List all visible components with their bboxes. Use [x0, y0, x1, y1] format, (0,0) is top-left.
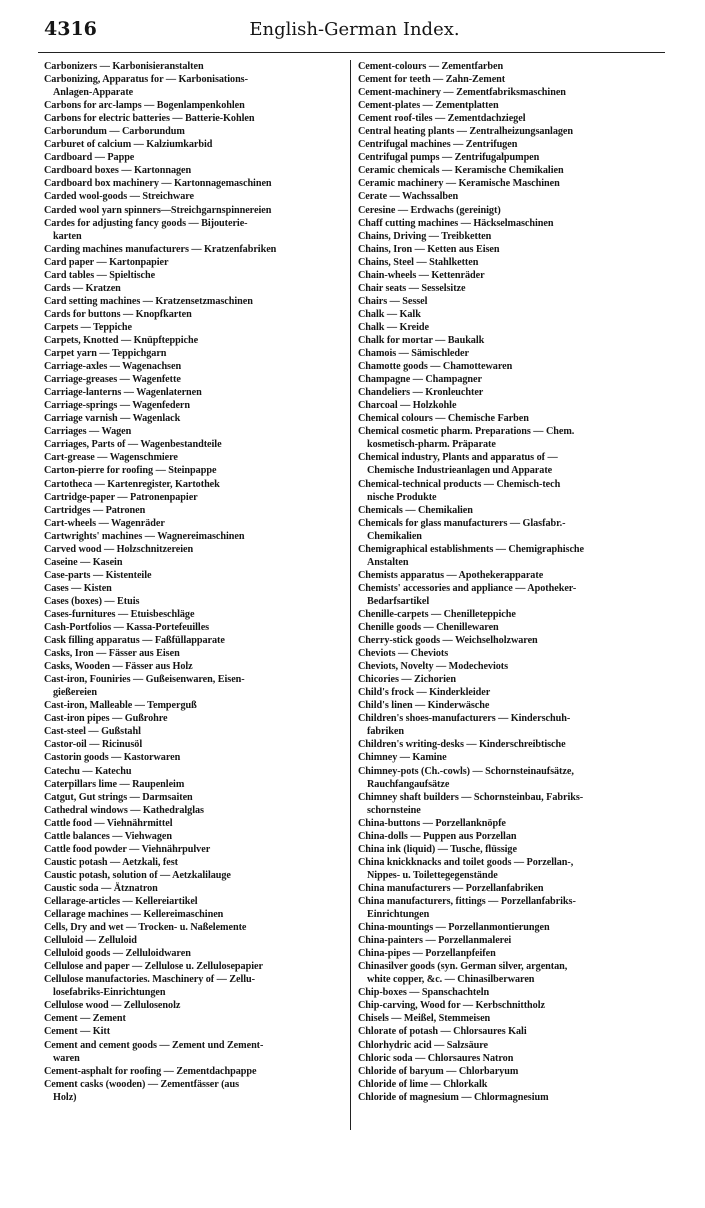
- index-entry: Cardboard box machinery — Kartonnagemaschinen: [44, 178, 272, 190]
- index-entry-continuation: losefabriks-Einrichtungen: [53, 987, 166, 999]
- index-entry: Chalk — Kalk: [358, 308, 421, 320]
- index-entry: Card setting machines — Kratzensetzmaschinen: [44, 295, 253, 307]
- index-entry: Chair seats — Sesselsitze: [358, 282, 466, 294]
- index-entry: Cast-steel — Gußstahl: [44, 726, 141, 738]
- index-entry: Cards — Kratzen: [44, 282, 121, 294]
- index-entry: Carriage varnish — Wagenlack: [44, 413, 181, 425]
- index-entry: Cards for buttons — Knopfkarten: [44, 308, 192, 320]
- index-entry: Cherry-stick goods — Weichselholzwaren: [358, 635, 538, 647]
- index-entry: Chain-wheels — Kettenräder: [358, 269, 485, 281]
- index-entry: Chemical-technical products — Chemisch-tech: [358, 478, 561, 490]
- index-entry: Cement and cement goods — Zement und Zement-: [44, 1039, 264, 1051]
- index-entry: China-pipes — Porzellanpfeifen: [358, 948, 496, 960]
- index-entry: Chloric soda — Chlorsaures Natron: [358, 1052, 514, 1064]
- index-entry: Chlorate of potash — Chlorsaures Kali: [358, 1026, 527, 1038]
- index-entry: Caustic soda — Ätznatron: [44, 882, 158, 894]
- index-entry: Ceramic chemicals — Keramische Chemikalien: [358, 165, 564, 177]
- index-entry: Carpets — Teppiche: [44, 321, 132, 333]
- index-entry: Cement — Zement: [44, 1013, 126, 1025]
- index-entry: Cardboard — Pappe: [44, 152, 135, 164]
- index-entry: Card tables — Spieltische: [44, 269, 156, 281]
- index-entry: Chlorhydric acid — Salzsäure: [358, 1039, 489, 1051]
- index-entry: Case-parts — Kistenteile: [44, 569, 152, 581]
- index-entry: Cartridges — Patronen: [44, 504, 146, 516]
- index-entry: Cart-grease — Wagenschmiere: [44, 452, 178, 464]
- index-entry: Cellulose wood — Zellulosenolz: [44, 1000, 181, 1012]
- index-entry: Cheviots, Novelty — Modecheviots: [358, 661, 509, 673]
- index-entry: Cellulose manufactories. Maschinery of — Zellu-: [44, 974, 255, 986]
- index-entry: Carriages — Wagen: [44, 426, 132, 438]
- index-entry: Cartotheca — Kartenregister, Kartothek: [44, 478, 220, 490]
- index-entry: Chemists apparatus — Apothekerapparate: [358, 569, 544, 581]
- index-entry-continuation: Nippes- u. Toilettegegenstände: [367, 869, 498, 881]
- index-entry-continuation: Holz): [53, 1091, 77, 1103]
- index-entry: Cement — Kitt: [44, 1026, 111, 1038]
- index-entry: Cash-Portfolios — Kassa-Portefeuilles: [44, 622, 210, 634]
- index-entry: China-mountings — Porzellanmontierungen: [358, 922, 550, 934]
- index-entry: Catechu — Katechu: [44, 765, 132, 777]
- index-entry: Chenille goods — Chenillewaren: [358, 622, 499, 634]
- index-entry: Cast-iron, Malleable — Temperguß: [44, 700, 197, 712]
- index-entry: Chimney-pots (Ch.-cowls) — Schornsteinaufsätze,: [358, 765, 574, 777]
- index-entry: Cases — Kisten: [44, 582, 112, 594]
- column-divider: [350, 60, 351, 1130]
- index-entry: Chicories — Zichorien: [358, 674, 456, 686]
- index-entry: Child's frock — Kinderkleider: [358, 687, 491, 699]
- index-entry: Cast-iron pipes — Gußrohre: [44, 713, 168, 725]
- index-entry: Cement-machinery — Zementfabriksmaschinen: [358, 87, 566, 99]
- index-entry-continuation: Anstalten: [367, 556, 409, 568]
- header-rule: [38, 52, 665, 53]
- index-entry: China-buttons — Porzellanknöpfe: [358, 817, 506, 829]
- index-entry: China manufacturers — Porzellanfabriken: [358, 882, 544, 894]
- index-entry: Casks, Wooden — Fässer aus Holz: [44, 661, 193, 673]
- index-entry: Cattle food — Viehnährmittel: [44, 817, 173, 829]
- index-entry: Children's shoes-manufacturers — Kinderschuh-: [358, 713, 571, 725]
- index-entry: Cattle balances — Viehwagen: [44, 830, 172, 842]
- right-column: [358, 60, 663, 1104]
- index-entry-continuation: karten: [53, 230, 82, 242]
- index-entry: Castorin goods — Kastorwaren: [44, 752, 181, 764]
- index-entry: Celluloid — Zelluloid: [44, 935, 137, 947]
- index-entry: Cerate — Wachssalben: [358, 191, 459, 203]
- index-entry: Carburet of calcium — Kalziumkarbid: [44, 139, 213, 151]
- index-entry: Cathedral windows — Kathedralglas: [44, 804, 204, 816]
- index-entry: Chinasilver goods (syn. German silver, argentan,: [358, 961, 568, 973]
- index-entry: Cardes for adjusting fancy goods — Bijouterie-: [44, 217, 248, 229]
- index-entry: Caustic potash — Aetzkali, fest: [44, 856, 178, 868]
- index-entry: Carding machines manufacturers — Kratzenfabriken: [44, 243, 277, 255]
- index-entry: Chalk for mortar — Baukalk: [358, 334, 485, 346]
- index-entry: Carriage-greases — Wagenfette: [44, 374, 181, 386]
- index-entry: Cement for teeth — Zahn-Zement: [358, 74, 506, 86]
- index-entry: Carded wool yarn spinners—Streichgarnspinnereien: [44, 204, 272, 216]
- index-entry: Cattle food powder — Viehnährpulver: [44, 843, 211, 855]
- page-header: [44, 18, 665, 50]
- index-entry-continuation: nische Produkte: [367, 491, 437, 503]
- index-entry: Cells, Dry and wet — Trocken- u. Naßelemente: [44, 922, 247, 934]
- index-entry: Cast-iron, Founiries — Gußeisenwaren, Eisen-: [44, 674, 245, 686]
- index-entry: China-painters — Porzellanmalerei: [358, 935, 512, 947]
- index-entry: Carpets, Knotted — Knüpfteppiche: [44, 334, 199, 346]
- index-entry: Cartridge-paper — Patronenpapier: [44, 491, 198, 503]
- index-entry: Chandeliers — Kronleuchter: [358, 387, 484, 399]
- index-entry: Chloride of lime — Chlorkalk: [358, 1078, 488, 1090]
- index-entry: Carborundum — Carborundum: [44, 126, 185, 138]
- index-entry: Cement-plates — Zementplatten: [358, 100, 499, 112]
- index-entry-continuation: fabriken: [367, 726, 404, 738]
- index-entry-continuation: Einrichtungen: [367, 909, 430, 921]
- index-entry: Cases (boxes) — Etuis: [44, 595, 140, 607]
- index-entry: Charcoal — Holzkohle: [358, 400, 457, 412]
- index-entry: Chemical industry, Plants and apparatus of —: [358, 452, 558, 464]
- index-entry-continuation: waren: [53, 1052, 80, 1064]
- index-entry: Carriages, Parts of — Wagenbestandteile: [44, 439, 222, 451]
- index-entry: Chimney — Kamine: [358, 752, 447, 764]
- index-entry: Carded wool-goods — Streichware: [44, 191, 195, 203]
- index-entry: Carriage-lanterns — Wagenlaternen: [44, 387, 202, 399]
- index-entry-continuation: Chemikalien: [367, 530, 422, 542]
- left-column: [44, 60, 349, 1104]
- index-entry: Child's linen — Kinderwäsche: [358, 700, 490, 712]
- index-entry: Chains, Driving — Treibketten: [358, 230, 492, 242]
- index-entry: Caseine — Kasein: [44, 556, 123, 568]
- index-entry: Carpet yarn — Teppichgarn: [44, 348, 167, 360]
- index-entry: Ceramic machinery — Keramische Maschinen: [358, 178, 560, 190]
- index-entry: Chemicals for glass manufacturers — Glasfabr.-: [358, 517, 566, 529]
- index-entry: Carriage-springs — Wagenfedern: [44, 400, 191, 412]
- index-entry: Carbonizers — Karbonisieranstalten: [44, 61, 204, 72]
- index-entry: Celluloid goods — Zelluloidwaren: [44, 948, 191, 960]
- index-entry: Chaff cutting machines — Häckselmaschinen: [358, 217, 554, 229]
- index-entry: Chip-boxes — Spanschachteln: [358, 987, 490, 999]
- index-entry-continuation: kosmetisch-pharm. Präparate: [367, 439, 496, 451]
- index-entry: Chairs — Sessel: [358, 295, 428, 307]
- index-entry-continuation: Anlagen-Apparate: [53, 87, 134, 99]
- index-entry: China manufacturers, fittings — Porzellanfabriks-: [358, 896, 576, 907]
- index-entry-continuation: schornsteine: [367, 804, 421, 816]
- index-entry: Castor-oil — Ricinusöl: [44, 739, 143, 751]
- index-entry: Cellarage machines — Kellereimaschinen: [44, 909, 224, 921]
- index-entry: Carbons for arc-lamps — Bogenlampenkohlen: [44, 100, 245, 112]
- index-entry: China ink (liquid) — Tusche, flüssige: [358, 843, 517, 855]
- index-entry: Chalk — Kreide: [358, 321, 429, 333]
- index-entry: Chains, Steel — Stahlketten: [358, 256, 479, 268]
- index-entry: Cheviots — Cheviots: [358, 648, 449, 660]
- index-entry: Chloride of magnesium — Chlormagnesium: [358, 1091, 549, 1103]
- index-entry: Carbonizing, Apparatus for — Karbonisations-: [44, 74, 248, 86]
- index-entry: Centrifugal machines — Zentrifugen: [358, 139, 518, 151]
- index-entry: Caterpillars lime — Raupenleim: [44, 778, 185, 790]
- index-entry: Cellarage-articles — Kellereiartikel: [44, 896, 198, 907]
- index-entry-continuation: Bedarfsartikel: [367, 595, 430, 607]
- index-entry: Cartwrights' machines — Wagnereimaschinen: [44, 530, 245, 542]
- index-entry: Chemical cosmetic pharm. Preparations — Chem.: [358, 426, 575, 438]
- index-entry-continuation: Rauchfangaufsätze: [367, 778, 450, 790]
- index-entry: Card paper — Kartonpapier: [44, 256, 169, 268]
- index-entry: Chimney shaft builders — Schornsteinbau, Fabriks-: [358, 791, 584, 803]
- index-entry: Chenille-carpets — Chenilleteppiche: [358, 608, 516, 620]
- index-entry-continuation: gießereien: [53, 687, 98, 699]
- index-entry-continuation: Chemische Industrieanlagen und Apparate: [367, 465, 553, 477]
- index-entry: Chemists' accessories and appliance — Apotheker-: [358, 582, 577, 594]
- index-entry: Cases-furnitures — Etuisbeschläge: [44, 608, 195, 620]
- index-entry: Carton-pierre for roofing — Steinpappe: [44, 465, 217, 477]
- index-entry: Chloride of baryum — Chlorbaryum: [358, 1065, 519, 1077]
- index-entry: Carriage-axles — Wagenachsen: [44, 361, 182, 373]
- index-entry: Cement roof-tiles — Zementdachziegel: [358, 113, 526, 125]
- index-entry: Catgut, Gut strings — Darmsaiten: [44, 791, 193, 803]
- index-entry-continuation: white copper, &c. — Chinasilberwaren: [367, 974, 535, 986]
- page-title: English-German Index.: [249, 19, 460, 40]
- index-entry: Caustic potash, solution of — Aetzkalilauge: [44, 869, 231, 881]
- index-entry: Cement-asphalt for roofing — Zementdachpappe: [44, 1065, 257, 1077]
- index-entry: Chamois — Sämischleder: [358, 348, 469, 360]
- index-entry: Children's writing-desks — Kinderschreibtische: [358, 739, 566, 751]
- index-entry: Chemigraphical establishments — Chemigraphische: [358, 543, 585, 555]
- index-entry: Champagne — Champagner: [358, 374, 482, 386]
- index-entry: Cement casks (wooden) — Zementfässer (aus: [44, 1078, 239, 1090]
- index-entry: Cement-colours — Zementfarben: [358, 61, 504, 72]
- index-entry: Chains, Iron — Ketten aus Eisen: [358, 243, 500, 255]
- index-entry: Chisels — Meißel, Stemmeisen: [358, 1013, 491, 1025]
- index-entry: Casks, Iron — Fässer aus Eisen: [44, 648, 180, 660]
- index-entry: China-dolls — Puppen aus Porzellan: [358, 830, 517, 842]
- index-entry: Ceresine — Erdwachs (gereinigt): [358, 204, 501, 216]
- index-entry: Carved wood — Holzschnitzereien: [44, 543, 194, 555]
- index-entry: Chemical colours — Chemische Farben: [358, 413, 529, 425]
- index-entry: Central heating plants — Zentralheizungsanlagen: [358, 126, 574, 138]
- index-entry: Chemicals — Chemikalien: [358, 504, 473, 516]
- page-number: 4316: [44, 18, 97, 40]
- index-entry: Chip-carving, Wood for — Kerbschnittholz: [358, 1000, 545, 1012]
- index-entry: Carbons for electric batteries — Batterie-Kohlen: [44, 113, 255, 125]
- index-entry: Cask filling apparatus — Faßfüllapparate: [44, 635, 225, 647]
- index-entry: Cellulose and paper — Zellulose u. Zellulosepapier: [44, 961, 263, 973]
- index-entry: Cart-wheels — Wagenräder: [44, 517, 165, 529]
- index-entry: Centrifugal pumps — Zentrifugalpumpen: [358, 152, 540, 164]
- index-entry: Cardboard boxes — Kartonnagen: [44, 165, 192, 177]
- index-entry: China knickknacks and toilet goods — Porzellan-,: [358, 856, 574, 868]
- index-entry: Chamotte goods — Chamottewaren: [358, 361, 513, 373]
